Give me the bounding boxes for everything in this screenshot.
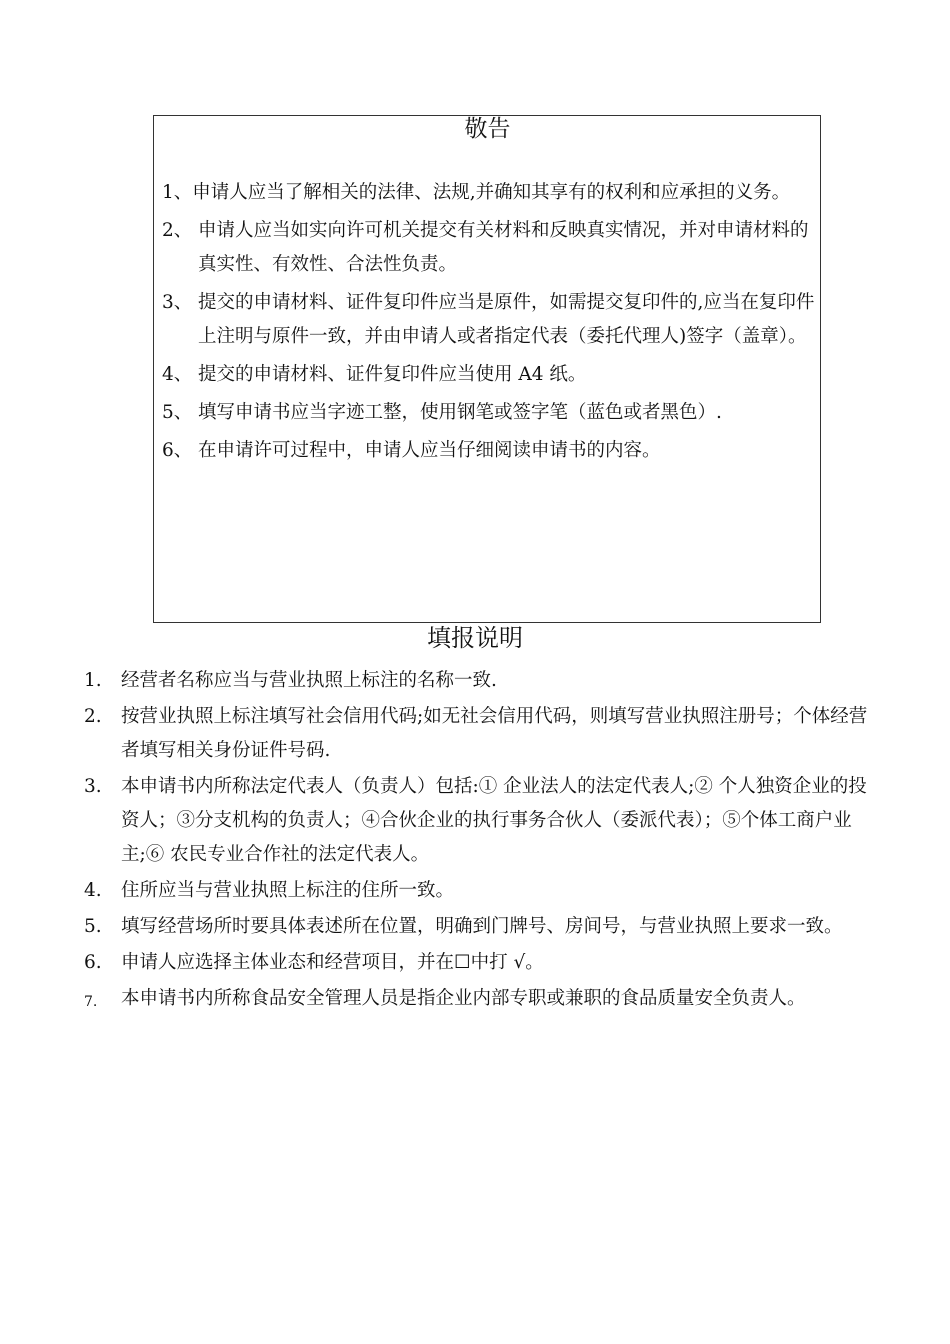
- notice-item-3: [162, 286, 822, 354]
- instruction-item-6: [84, 946, 874, 980]
- notice-item-text: 在申请许可过程中，申请人应当仔细阅读申请书的内容。: [198, 440, 661, 461]
- notice-item-text: 申请人应当如实向许可机关提交有关材料和反映真实情况，并对申请材料的真实性、有效性、合法性负责。: [198, 220, 809, 275]
- notice-item-4: [162, 358, 822, 392]
- instruction-item-text: 填写经营场所时要具体表述所在位置，明确到门牌号、房间号，与营业执照上要求一致。: [121, 916, 843, 937]
- instruction-item-text: 经营者名称应当与营业执照上标注的名称一致.: [121, 670, 497, 691]
- instruction-item-5: [84, 910, 874, 944]
- instruction-item-2: [84, 700, 874, 768]
- instruction-item-text: 本申请书内所称食品安全管理人员是指企业内部专职或兼职的食品质量安全负责人。: [121, 988, 806, 1009]
- notice-item-2: [162, 214, 822, 282]
- instructions-title: 填报说明: [427, 624, 523, 652]
- instruction-item-number: 5.: [84, 916, 102, 937]
- notice-item-number: 1、: [162, 182, 193, 203]
- instruction-item-4: [84, 874, 874, 908]
- notice-title: 敬告: [464, 116, 511, 142]
- instruction-item-7: [84, 982, 874, 1016]
- notice-item-number: 6、: [162, 440, 193, 461]
- instruction-item-number: 6.: [84, 952, 102, 973]
- notice-item-number: 4、: [162, 364, 193, 385]
- notice-item-text: 提交的申请材料、证件复印件应当是原件，如需提交复印件的,应当在复印件上注明与原件一致，并由申请人或者指定代表（委托代理人)签字（盖章）。: [198, 292, 815, 347]
- notice-item-text: 申请人应当了解相关的法律、法规,并确知其享有的权利和应承担的义务。: [192, 182, 791, 203]
- instruction-item-text: 申请人应选择主体业态和经营项目，并在☐中打 √。: [121, 952, 544, 973]
- notice-item-number: 3、: [162, 292, 193, 313]
- instruction-item-text: 按营业执照上标注填写社会信用代码;如无社会信用代码，则填写营业执照注册号；个体经营者填写相关身份证件号码.: [121, 706, 868, 761]
- notice-item-number: 5、: [162, 402, 193, 423]
- instruction-item-text: 住所应当与营业执照上标注的住所一致。: [121, 880, 455, 901]
- instructions-list: [84, 664, 874, 1018]
- instruction-item-3: [84, 770, 874, 872]
- instruction-item-number: 2.: [84, 706, 102, 727]
- notice-item-5: [162, 396, 822, 430]
- notice-item-text: 填写申请书应当字迹工整，使用钢笔或签字笔（蓝色或者黑色）.: [198, 402, 722, 423]
- notice-list: [162, 176, 822, 472]
- notice-item-text: 提交的申请材料、证件复印件应当使用 A4 纸。: [198, 364, 587, 385]
- notice-item-number: 2、: [162, 220, 193, 241]
- instruction-item-1: [84, 664, 874, 698]
- instruction-item-number: 3.: [84, 776, 102, 797]
- instruction-item-number: 1.: [84, 670, 102, 691]
- instruction-item-number: 7.: [84, 994, 98, 1010]
- notice-item-6: [162, 434, 822, 468]
- notice-item-1: [162, 176, 822, 210]
- instruction-item-text: 本申请书内所称法定代表人（负责人）包括:① 企业法人的法定代表人;② 个人独资企业的投资人；③分支机构的负责人；④合伙企业的执行事务合伙人（委派代表）；⑤个体工商户业主;⑥ 农民专业合作社的法定代表人。: [121, 776, 867, 865]
- instruction-item-number: 4.: [84, 880, 102, 901]
